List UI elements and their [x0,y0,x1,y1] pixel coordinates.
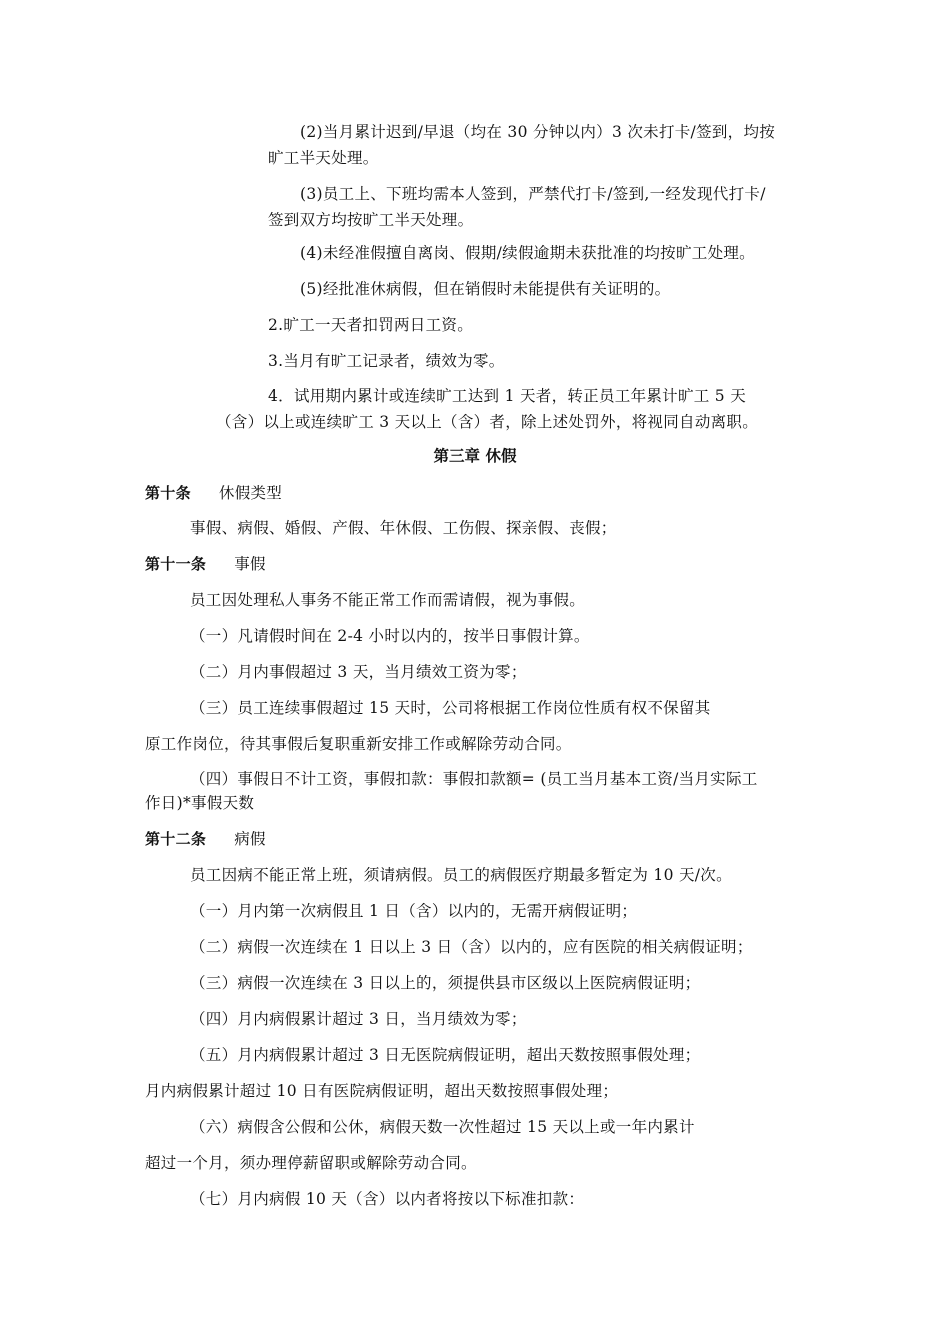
item-3: 3.当月有旷工记录者，绩效为零。 [268,352,505,370]
article-12-item-6-line-2: 超过一个月，须办理停薪留职或解除劳动合同。 [145,1154,477,1172]
article-11-item-3-line-2: 原工作岗位，待其事假后复职重新安排工作或解除劳动合同。 [145,735,572,753]
article-12-heading [145,829,266,849]
article-12-item-5-line-2: 月内病假累计超过 10 日有医院病假证明，超出天数按照事假处理； [145,1082,619,1100]
article-11-title: 事假 [234,555,266,573]
clause-2-line-1: (2)当月累计迟到/早退（均在 30 分钟以内）3 次未打卡/签到，均按 [300,123,776,141]
article-12-item-4: （四）月内病假累计超过 3 日，当月绩效为零； [190,1010,527,1028]
article-11-intro: 员工因处理私人事务不能正常工作而需请假，视为事假。 [190,591,586,609]
article-11-item-4-line-1: （四）事假日不计工资，事假扣款：事假扣款额= (员工当月基本工资/当月实际工 [190,770,758,788]
item-4-line-2: （含）以上或连续旷工 3 天以上（含）者，除上述处罚外，将视同自动离职。 [216,413,759,431]
item-2: 2.旷工一天者扣罚两日工资。 [268,316,473,334]
article-11-item-4-line-2: 作日)*事假天数 [145,794,255,812]
article-12-intro: 员工因病不能正常上班，须请病假。员工的病假医疗期最多暂定为 10 天/次。 [190,866,732,884]
article-10-body: 事假、病假、婚假、产假、年休假、工伤假、探亲假、丧假； [190,519,617,537]
clause-3-line-1: (3)员工上、下班均需本人签到，严禁代打卡/签到,一经发现代打卡/ [300,185,766,203]
article-10-title: 休假类型 [218,484,283,502]
article-12-title: 病假 [234,830,266,848]
article-12-item-7: （七）月内病假 10 天（含）以内者将按以下标准扣款： [190,1190,585,1208]
article-11-heading [145,554,266,574]
article-10-heading [145,483,282,503]
article-12-item-3: （三）病假一次连续在 3 日以上的，须提供县市区级以上医院病假证明； [190,974,701,992]
article-11-item-3-line-1: （三）员工连续事假超过 15 天时，公司将根据工作岗位性质有权不保留其 [190,699,711,717]
chapter-title: 第三章 休假 [433,447,517,465]
article-12-item-6-line-1: （六）病假含公假和公休，病假天数一次性超过 15 天以上或一年内累计 [190,1118,695,1136]
article-11-label: 第十一条 [145,555,207,573]
article-11-item-2: （二）月内事假超过 3 天，当月绩效工资为零； [190,663,527,681]
article-12-item-5-line-1: （五）月内病假累计超过 3 日无医院病假证明，超出天数按照事假处理； [190,1046,701,1064]
article-11-item-1: （一）凡请假时间在 2-4 小时以内的，按半日事假计算。 [190,627,590,645]
clause-3-line-2: 签到双方均按旷工半天处理。 [268,211,474,229]
article-12-label: 第十二条 [145,830,207,848]
article-10-label: 第十条 [145,484,191,502]
article-12-item-1: （一）月内第一次病假且 1 日（含）以内的，无需开病假证明； [190,902,638,920]
clause-2-line-2: 旷工半天处理。 [268,149,379,167]
item-4-line-1: 4．试用期内累计或连续旷工达到 1 天者，转正员工年累计旷工 5 天 [268,387,746,405]
clause-4: (4)未经准假擅自离岗、假期/续假逾期未获批准的均按旷工处理。 [300,244,755,262]
article-12-item-2: （二）病假一次连续在 1 日以上 3 日（含）以内的，应有医院的相关病假证明； [190,938,753,956]
clause-5: (5)经批准休病假，但在销假时未能提供有关证明的。 [300,280,671,298]
